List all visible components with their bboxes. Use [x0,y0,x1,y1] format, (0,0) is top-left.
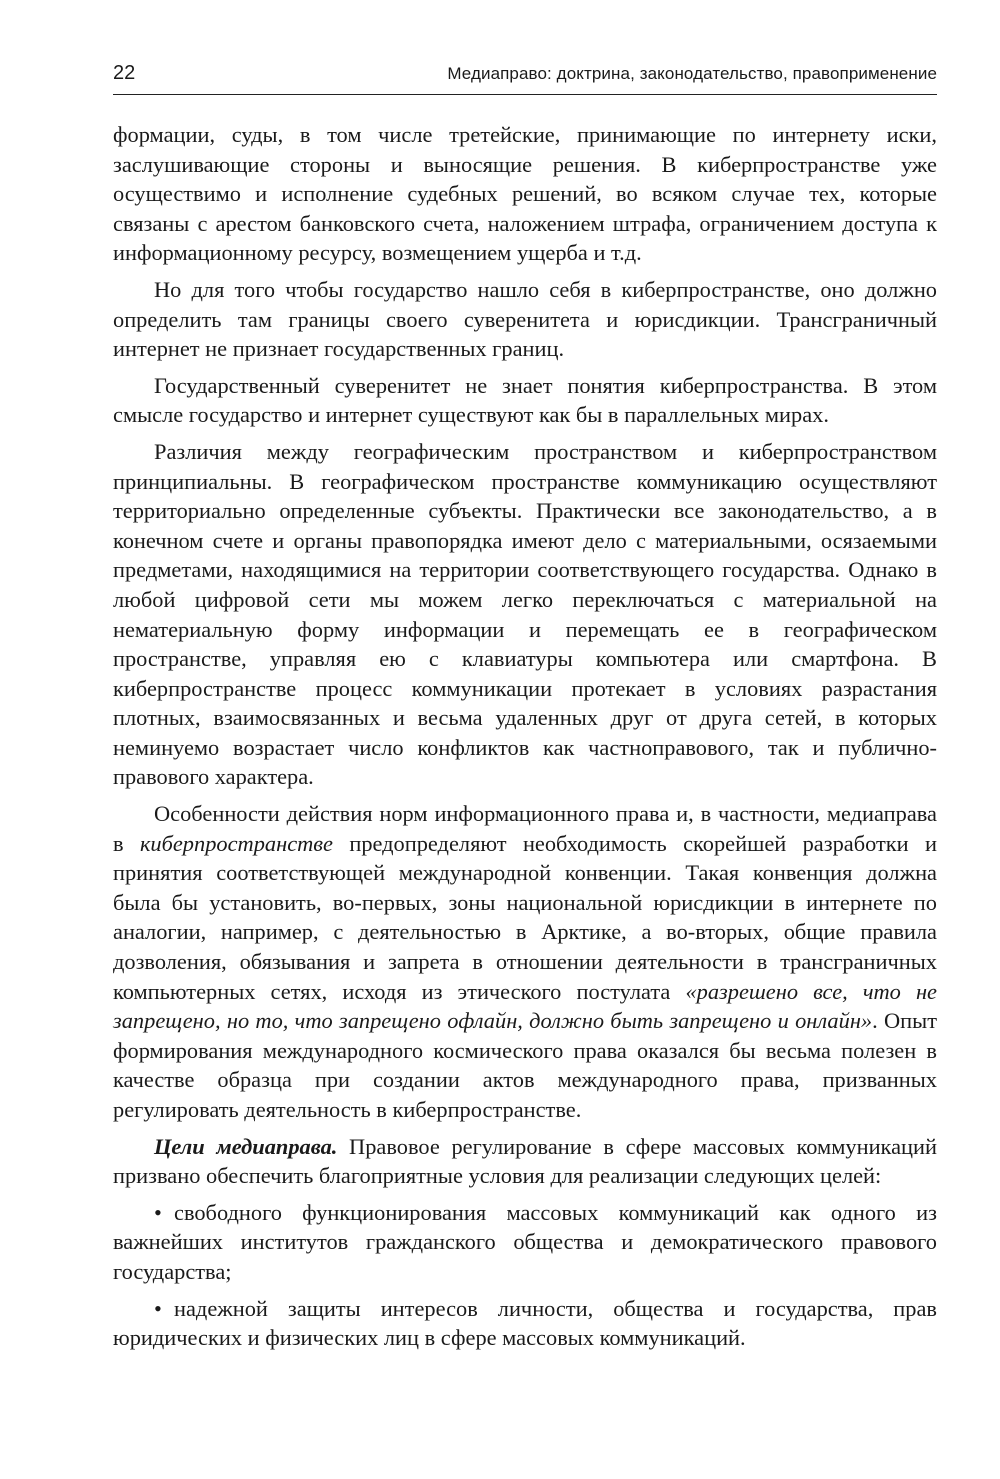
paragraph [113,1132,937,1191]
section-heading-inline: Цели медиаправа. [154,1133,338,1159]
paragraph: Государственный суверенитет не знает понятия киберпространства. В этом смысле государство и интернет существуют как бы в параллельных мирах. [113,372,937,428]
paragraph-text: Правовое регулирование в сфере массовых коммуникаций призвано обеспечить благоприятные условия для реализации следующих целей: [113,1133,937,1189]
page-number: 22 [113,62,136,84]
bullet-icon: • [154,1199,162,1225]
paragraph-text: Особенности действия норм информационного права и, в частности, медиаправа в [113,801,937,856]
paragraph: Но для того чтобы государство нашло себя в киберпространстве, оно должно определить там границы своего суверенитета и юрисдикции. Трансграничный интернет не признает государственных границ. [113,276,937,362]
list-item-text: свободного функционирования массовых коммуникаций как одного из важнейших институтов гражданского общества и демократического правового государства; [113,1199,937,1284]
paragraph [113,799,937,1125]
list-item [113,1198,937,1287]
page-header [113,60,937,95]
bullet-icon: • [154,1295,162,1321]
paragraph-text: предопределяют необходимость скорейшей разработки и принятия соответствующей международной конвенции. Такая конвенция должна была бы установить, во-первых, зоны национальной юрисдикции в интернете по аналогии, например, с деятельностью в Арктике, а во-вторых, общие правила дозволения, обязывания и запрета в отношении деятельности в трансграничных компьютерных сетях, исходя из этического постулата [113,830,937,1004]
running-title: Медиаправо: доктрина, законодательство, правоприменение [447,64,937,83]
paragraph-text: . Опыт формирования международного космического права оказался бы весьма полезен в качестве образца при создании актов международного права, призванных регулировать деятельность в киберпространстве. [113,1008,937,1122]
emphasis-quote: «разрешено все, что не запрещено, но то, что запрещено офлайн, должно быть запрещено и онлайн» [113,978,937,1034]
list-item [113,1294,937,1353]
body-text [113,120,937,1360]
list-item-text: надежной защиты интересов личности, общества и государства, прав юридических и физических лиц в сфере массовых коммуникаций. [113,1295,937,1351]
paragraph: формации, суды, в том числе третейские, принимающие по интернету иски, заслушивающие стороны и выносящие решения. В киберпространстве уже осуществимо и исполнение судебных решений, во всяком случае тех, которые связаны с арестом банковского счета, наложением штрафа, ограничением доступа к информационному ресурсу, возмещением ущерба и т.д. [113,122,937,266]
emphasis-term: киберпространстве [139,830,333,856]
paragraph: Различия между географическим пространством и киберпространством принципиальны. В географическом пространстве коммуникацию осуществляют территориально определенные субъекты. Практически все законодательство, а в конечном счете и органы правопорядка имеют дело с материальными, осязаемыми предметами, находящимися на территории соответствующего государства. Однако в любой цифровой сети мы можем легко переключаться с материальной на нематериальную форму информации и перемещать ее в географическом пространстве, управляя ею с клавиатуры компьютера или смартфона. В киберпространстве процесс коммуникации протекает в условиях разрастания плотных, взаимосвязанных и весьма удаленных друг от друга сетей, в которых неминуемо возрастает число конфликтов как частноправового, так и публично-правового характера. [113,438,937,790]
